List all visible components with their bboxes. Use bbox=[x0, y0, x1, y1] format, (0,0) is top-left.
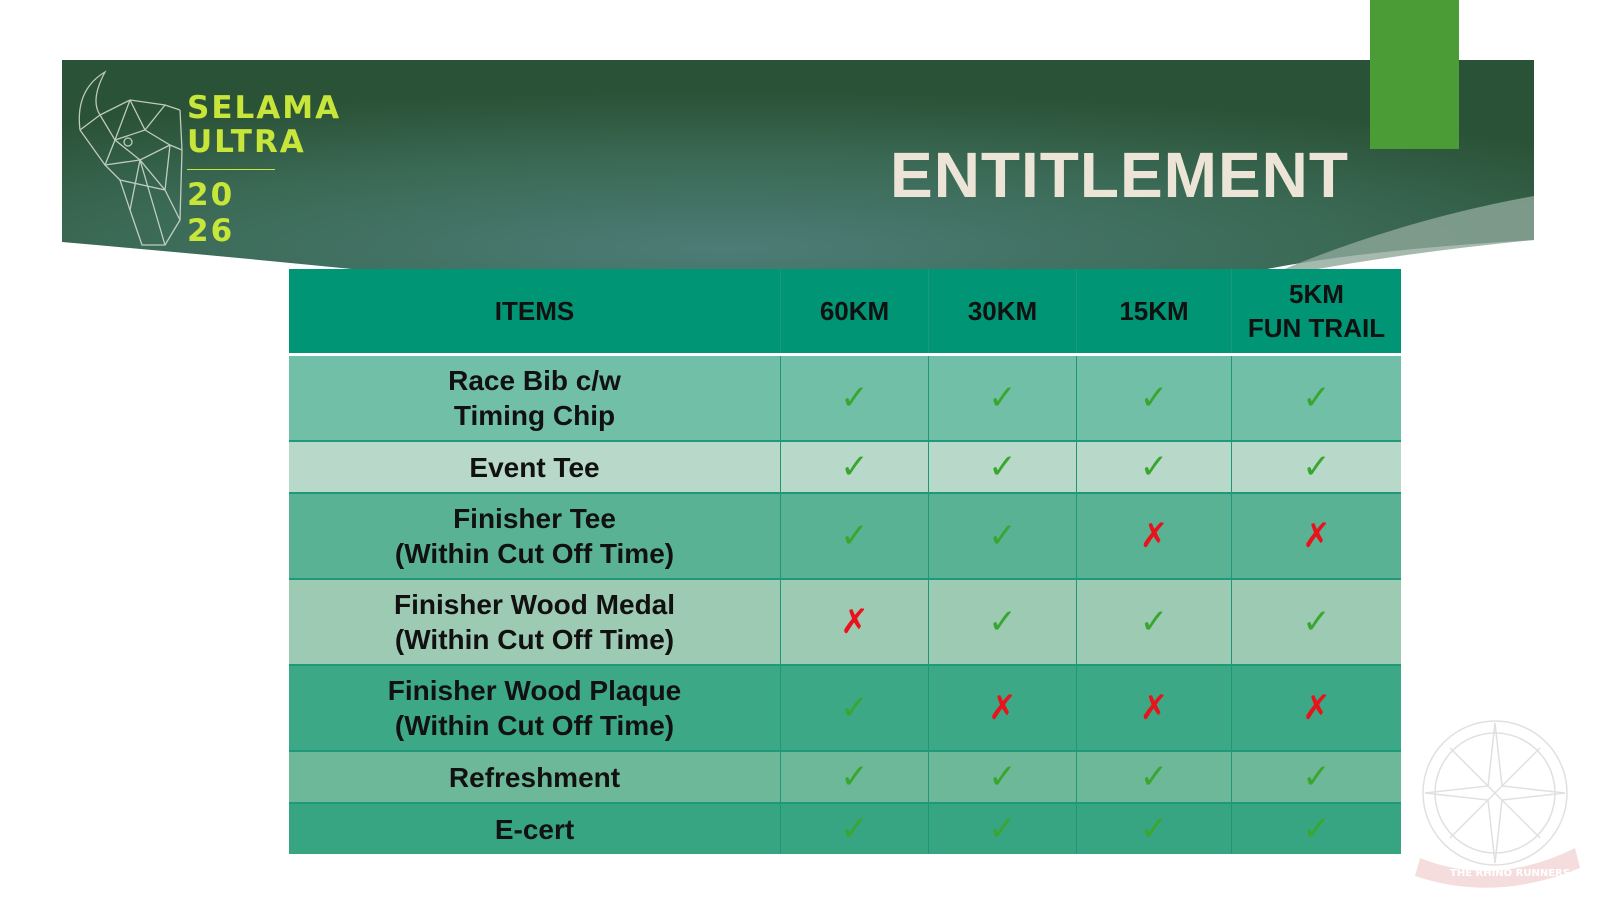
check-mark-icon: ✓ bbox=[840, 446, 869, 487]
table-row bbox=[289, 494, 1401, 580]
bull-head-logo-icon bbox=[70, 70, 185, 248]
watermark-text: THE RHINO RUNNERS bbox=[1450, 868, 1570, 879]
check-mark-icon: ✓ bbox=[1302, 601, 1331, 642]
header-label: 5KM bbox=[1289, 279, 1344, 309]
check-mark-icon: ✓ bbox=[1302, 756, 1331, 797]
mark-cell bbox=[1232, 356, 1401, 440]
header-cell bbox=[781, 269, 929, 353]
mark-cell bbox=[1077, 494, 1232, 578]
cross-mark-icon: ✗ bbox=[1139, 687, 1169, 728]
item-label: (Within Cut Off Time) bbox=[394, 624, 675, 655]
item-label: Finisher Tee bbox=[453, 503, 616, 534]
check-mark-icon: ✓ bbox=[1302, 808, 1331, 849]
table-row bbox=[289, 442, 1401, 494]
mark-cell bbox=[1232, 804, 1401, 854]
mark-cell bbox=[1232, 666, 1401, 750]
mark-cell bbox=[929, 804, 1077, 854]
mark-cell bbox=[929, 580, 1077, 664]
item-cell bbox=[289, 442, 781, 492]
header-cell bbox=[1232, 269, 1401, 353]
accent-tab bbox=[1370, 0, 1459, 149]
logo-line-selama: SELAMA bbox=[187, 90, 342, 126]
check-mark-icon: ✓ bbox=[1139, 377, 1169, 418]
check-mark-icon: ✓ bbox=[1139, 446, 1169, 487]
item-cell bbox=[289, 494, 781, 578]
item-label: Finisher Wood Plaque bbox=[387, 675, 682, 706]
check-mark-icon: ✓ bbox=[988, 601, 1017, 642]
mark-cell bbox=[1232, 494, 1401, 578]
table-row bbox=[289, 356, 1401, 442]
check-mark-icon: ✓ bbox=[1302, 446, 1331, 487]
mark-cell bbox=[1077, 666, 1232, 750]
check-mark-icon: ✓ bbox=[840, 808, 869, 849]
mark-cell bbox=[1232, 580, 1401, 664]
mark-cell bbox=[1077, 356, 1232, 440]
check-mark-icon: ✓ bbox=[1139, 601, 1169, 642]
mark-cell bbox=[929, 752, 1077, 802]
item-label: (Within Cut Off Time) bbox=[394, 538, 675, 569]
header-label: ITEMS bbox=[494, 296, 575, 326]
cross-mark-icon: ✗ bbox=[1302, 687, 1331, 728]
check-mark-icon: ✓ bbox=[988, 756, 1017, 797]
check-mark-icon: ✓ bbox=[1302, 377, 1331, 418]
header-label: 15KM bbox=[1119, 296, 1189, 326]
table-row bbox=[289, 666, 1401, 752]
mark-cell bbox=[1077, 804, 1232, 854]
header-cell bbox=[929, 269, 1077, 353]
logo-line-ultra: ULTRA bbox=[187, 124, 306, 160]
item-label: Timing Chip bbox=[453, 400, 616, 431]
entitlement-table bbox=[289, 269, 1401, 854]
check-mark-icon: ✓ bbox=[840, 756, 869, 797]
check-mark-icon: ✓ bbox=[840, 687, 869, 728]
mark-cell bbox=[1077, 752, 1232, 802]
mark-cell bbox=[1232, 442, 1401, 492]
item-cell bbox=[289, 580, 781, 664]
check-mark-icon: ✓ bbox=[1139, 808, 1169, 849]
table-body bbox=[289, 356, 1401, 854]
mark-cell bbox=[1077, 442, 1232, 492]
cross-mark-icon: ✗ bbox=[988, 687, 1017, 728]
check-mark-icon: ✓ bbox=[988, 808, 1017, 849]
page-title: ENTITLEMENT bbox=[890, 139, 1349, 211]
header-label: FUN TRAIL bbox=[1247, 313, 1386, 343]
mark-cell bbox=[929, 442, 1077, 492]
item-label: E-cert bbox=[494, 813, 575, 845]
header-cell bbox=[289, 269, 781, 353]
cross-mark-icon: ✗ bbox=[1302, 515, 1331, 556]
item-cell bbox=[289, 752, 781, 802]
table-row bbox=[289, 752, 1401, 804]
item-label: Refreshment bbox=[448, 761, 621, 793]
mark-cell bbox=[781, 356, 929, 440]
mark-cell bbox=[1077, 580, 1232, 664]
check-mark-icon: ✓ bbox=[988, 377, 1017, 418]
header-label: 60KM bbox=[819, 296, 890, 326]
item-label: Finisher Wood Medal bbox=[393, 589, 676, 620]
item-cell bbox=[289, 804, 781, 854]
check-mark-icon: ✓ bbox=[840, 377, 869, 418]
header-label: 30KM bbox=[967, 296, 1038, 326]
header-cell bbox=[1077, 269, 1232, 353]
mark-cell bbox=[781, 666, 929, 750]
mark-cell bbox=[1232, 752, 1401, 802]
logo-divider bbox=[187, 169, 275, 170]
check-mark-icon: ✓ bbox=[988, 515, 1017, 556]
item-label: Race Bib c/w bbox=[448, 365, 621, 396]
logo-year-bottom: 26 bbox=[187, 213, 235, 249]
item-cell bbox=[289, 356, 781, 440]
mark-cell bbox=[781, 804, 929, 854]
item-cell bbox=[289, 666, 781, 750]
cross-mark-icon: ✗ bbox=[840, 601, 869, 642]
item-label: Event Tee bbox=[469, 451, 600, 483]
table-header-row bbox=[289, 269, 1401, 356]
check-mark-icon: ✓ bbox=[1139, 756, 1169, 797]
mark-cell bbox=[929, 666, 1077, 750]
table-row bbox=[289, 580, 1401, 666]
check-mark-icon: ✓ bbox=[840, 515, 869, 556]
runners-club-watermark-icon bbox=[1410, 718, 1590, 888]
mark-cell bbox=[929, 494, 1077, 578]
mark-cell bbox=[781, 494, 929, 578]
mark-cell bbox=[781, 752, 929, 802]
logo-year-top: 20 bbox=[187, 177, 235, 213]
cross-mark-icon: ✗ bbox=[1139, 515, 1169, 556]
mark-cell bbox=[781, 442, 929, 492]
mark-cell bbox=[929, 356, 1077, 440]
check-mark-icon: ✓ bbox=[988, 446, 1017, 487]
table-row bbox=[289, 804, 1401, 854]
mark-cell bbox=[781, 580, 929, 664]
item-label: (Within Cut Off Time) bbox=[394, 710, 675, 741]
